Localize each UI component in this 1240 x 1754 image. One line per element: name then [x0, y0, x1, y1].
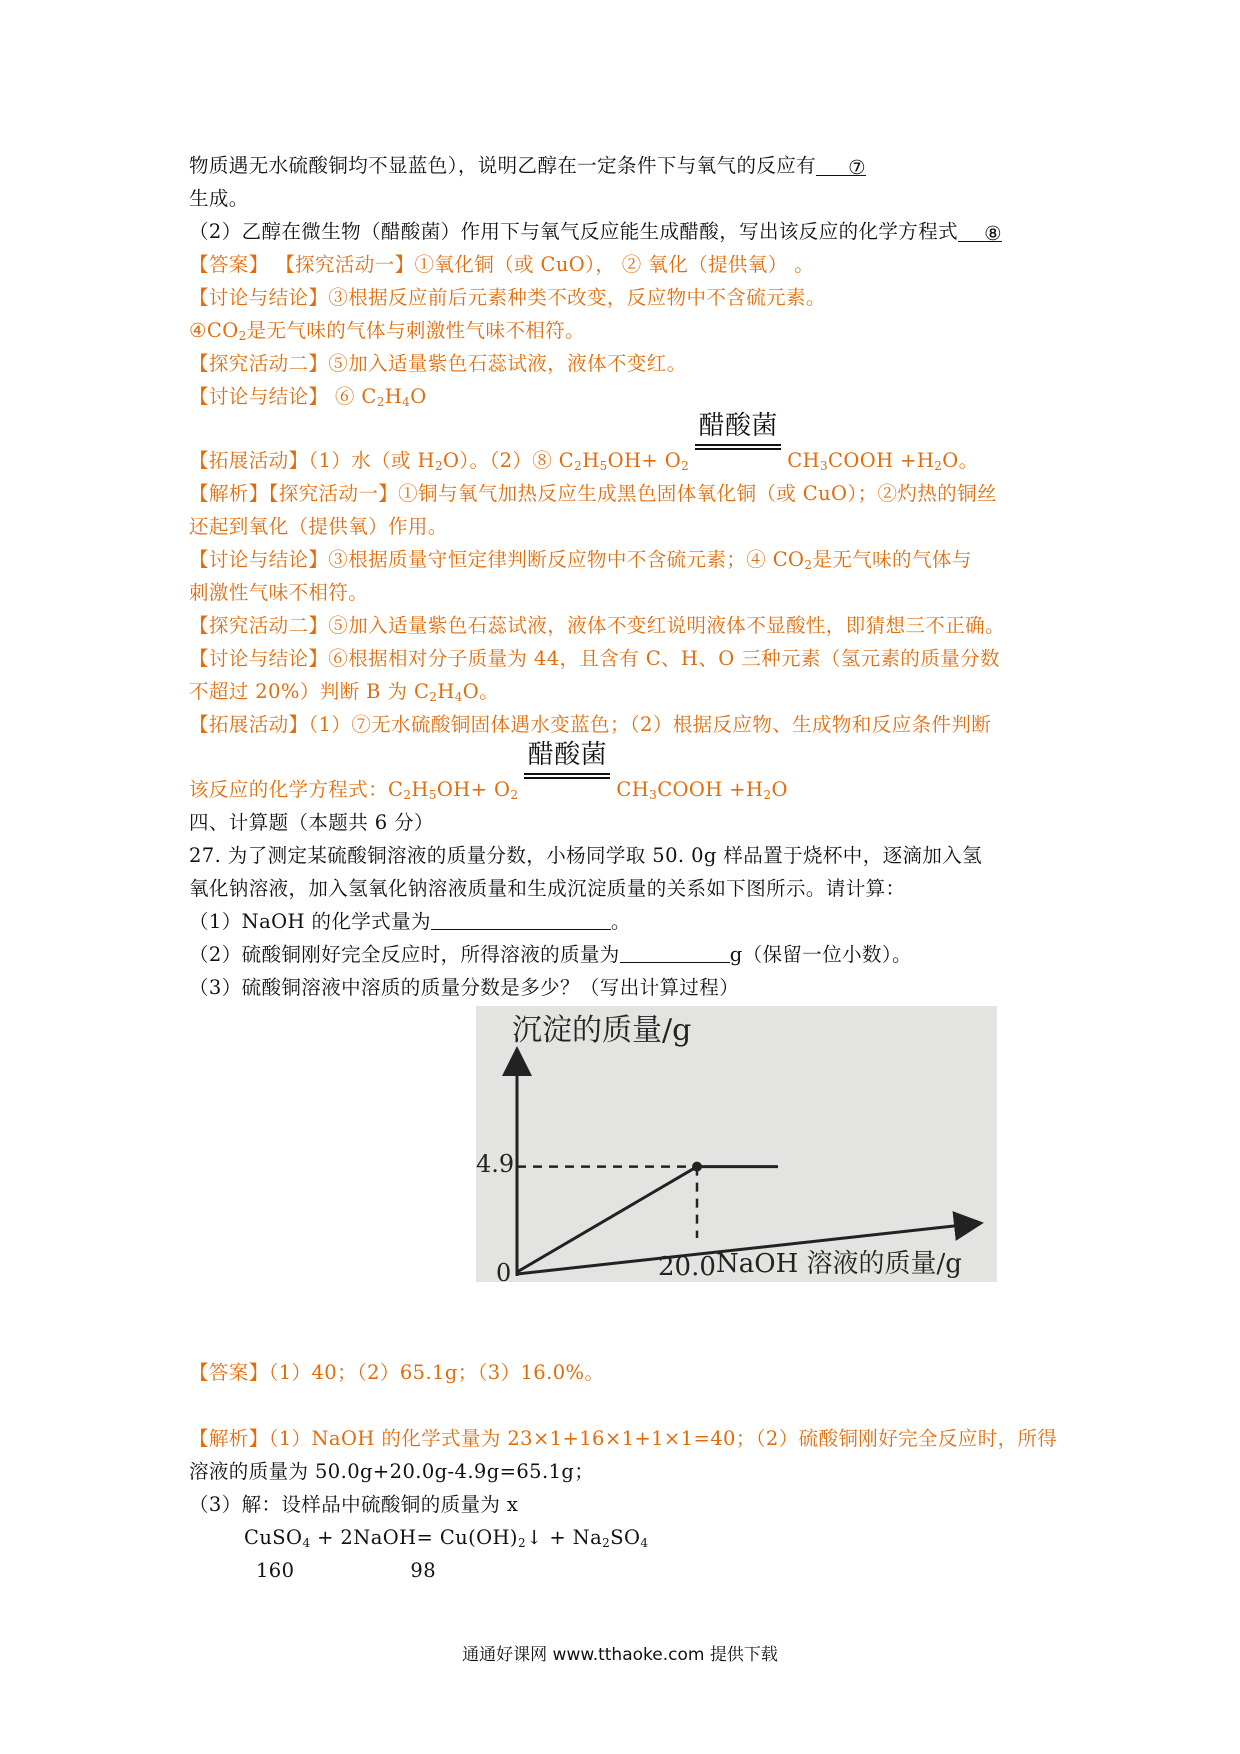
activity-line: 【探究活动二】⑤加入适量紫色石蕊试液，液体不变红。: [189, 352, 687, 375]
question-line: （1）NaOH 的化学式量为 。: [189, 910, 631, 933]
chart-photo: [476, 1006, 997, 1282]
answer-blank: [620, 942, 730, 963]
analysis-line: 【讨论与结论】③根据质量守恒定律判断反应物中不含硫元素；④ $CO_2$是无气味的气体与: [189, 548, 972, 572]
y-tick-label: 4.9: [476, 1150, 515, 1178]
catalyst-label: 醋酸菌: [527, 740, 607, 770]
text-line: 物质遇无水硫酸铜均不显蓝色），说明乙醇在一定条件下与氧气的反应有 ⑦: [189, 154, 867, 179]
x-axis-label: NaOH 溶液的质量/g: [716, 1249, 962, 1279]
answer-line: 【答案】（1）40；（2）65.1g；（3）16.0%。: [189, 1361, 605, 1384]
text-line: 生成。: [189, 187, 249, 210]
answer-line: 【答案】 【探究活动一】①氧化铜（或 CuO）， ② 氧化（提供氧） 。: [189, 253, 815, 276]
analysis-line: 【讨论与结论】⑥根据相对分子质量为 44，且含有 C、H、O 三种元素（氢元素的质量分数: [189, 647, 1000, 670]
discussion-line: 【讨论与结论】 ⑥ $C_2H_4O$: [189, 385, 427, 409]
equation-line: 【拓展活动】（1）水（或 $H_2O$）。（2）⑧ $C_2H_5OH+ O_2$ 醋酸菌 $CH_3COOH +H_2O$。: [189, 411, 979, 473]
section-heading: 四、计算题（本题共 6 分）: [189, 811, 434, 834]
discussion-line: $④CO_2$是无气味的气体与刺激性气味不相符。: [189, 319, 585, 343]
answer-blank: ⑧: [958, 221, 1002, 242]
analysis-line: 【解析】【探究活动一】①铜与氧气加热反应生成黑色固体氧化铜（或 CuO）；②灼热的铜丝: [189, 482, 997, 505]
question-line: 氧化钠溶液，加入氢氧化钠溶液质量和生成沉淀质量的关系如下图所示。请计算：: [189, 877, 906, 900]
analysis-line: 刺激性气味不相符。: [189, 581, 369, 604]
analysis-line: 不超过 20%）判断 B 为 $C_2H_4O$。: [189, 680, 500, 704]
analysis-line: 【解析】（1）NaOH 的化学式量为 23×1+16×1+1×1=40；（2）硫酸铜刚好完全反应时，所得: [189, 1427, 1058, 1450]
analysis-line: 【探究活动二】⑤加入适量紫色石蕊试液，液体不变红说明液体不显酸性，即猜想三不正确。: [189, 614, 1005, 637]
equation-line: 该反应的化学方程式：$C_2H_5OH+ O_2$ 醋酸菌 $CH_3COOH +H_2O$: [189, 740, 788, 802]
answer-blank: [431, 909, 611, 930]
catalyst-label: 醋酸菌: [698, 411, 778, 441]
question-line: （3）硫酸铜溶液中溶质的质量分数是多少？（写出计算过程）: [189, 976, 740, 999]
solution-line: （3）解：设样品中硫酸铜的质量为 x: [189, 1493, 519, 1516]
question-line: （2）硫酸铜刚好完全反应时，所得溶液的质量为 g（保留一位小数）。: [189, 943, 912, 966]
reaction-arrow: [524, 740, 610, 798]
text-line: （2）乙醇在微生物（醋酸菌）作用下与氧气反应能生成醋酸，写出该反应的化学方程式 ⑧: [189, 220, 1003, 245]
origin-label: 0: [496, 1259, 512, 1282]
equation-line: CuSO$_4$ + 2NaOH= $Cu(OH)_2↓ + Na_2SO_4$: [244, 1526, 649, 1550]
discussion-line: 【讨论与结论】③根据反应前后元素种类不改变，反应物中不含硫元素。: [189, 286, 826, 309]
footer-credit: 通通好课网 www.tthaoke.com 提供下载: [462, 1645, 778, 1665]
equation-values-line: 160 98: [256, 1559, 437, 1582]
precipitate-mass-chart: [476, 1006, 997, 1282]
question-line: 27. 为了测定某硫酸铜溶液的质量分数，小杨同学取 50. 0g 样品置于烧杯中，逐滴加入氢: [189, 844, 983, 867]
reaction-arrow: [695, 411, 781, 469]
analysis-line: 溶液的质量为 50.0g+20.0g-4.9g=65.1g；: [189, 1460, 595, 1483]
x-tick-label: 20.0: [658, 1252, 716, 1282]
y-axis-label: 沉淀的质量/g: [512, 1013, 692, 1048]
analysis-line: 还起到氧化（提供氧）作用。: [189, 515, 448, 538]
analysis-line: 【拓展活动】（1）⑦无水硫酸铜固体遇水变蓝色；（2）根据反应物、生成物和反应条件判断: [189, 713, 992, 736]
answer-blank: ⑦: [816, 155, 866, 176]
